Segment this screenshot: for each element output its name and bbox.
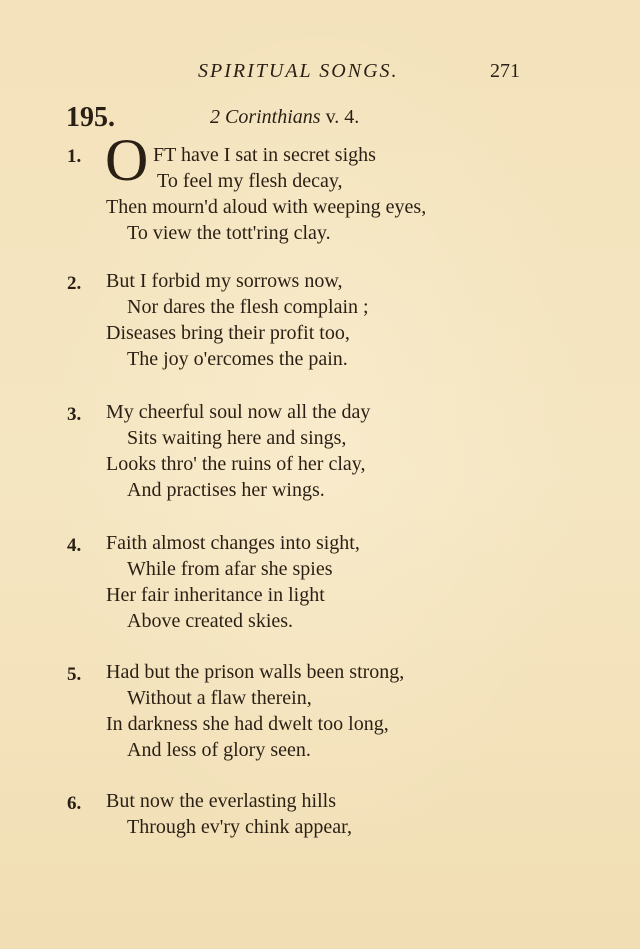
verse-line: To view the tott'ring clay. bbox=[127, 222, 331, 244]
stanza-number: 2. bbox=[67, 273, 82, 294]
drop-cap: O bbox=[105, 127, 149, 193]
scripture-reference bbox=[210, 106, 359, 129]
verse-line: But I forbid my sorrows now, bbox=[106, 270, 343, 292]
stanza-number: 5. bbox=[67, 664, 82, 685]
verse-line: Her fair inheritance in light bbox=[106, 584, 325, 606]
page-number: 271 bbox=[490, 60, 520, 82]
verse-line: Diseases bring their profit too, bbox=[106, 322, 350, 344]
verse-line: Had but the prison walls been strong, bbox=[106, 661, 405, 683]
verse-line: Above created skies. bbox=[127, 610, 294, 632]
verse-line: Sits waiting here and sings, bbox=[127, 427, 347, 449]
stanza-number: 6. bbox=[67, 793, 82, 814]
verse-line: While from afar she spies bbox=[127, 558, 333, 580]
stanza-number: 4. bbox=[67, 535, 82, 556]
verse-line: But now the everlasting hills bbox=[106, 790, 336, 812]
verse-line: And practises her wings. bbox=[127, 479, 325, 501]
stanza-number: 1. bbox=[67, 146, 82, 167]
verse-line: The joy o'ercomes the pain. bbox=[127, 348, 348, 370]
verse-line: Nor dares the flesh complain ; bbox=[127, 296, 369, 318]
verse-line: Looks thro' the ruins of her clay, bbox=[106, 453, 366, 475]
verse-line: FT have I sat in secret sighs bbox=[153, 144, 376, 166]
scripture-book: 2 Corinthians bbox=[210, 106, 321, 128]
verse-line: To feel my flesh decay, bbox=[157, 170, 343, 192]
verse-line: Faith almost changes into sight, bbox=[106, 532, 360, 554]
verse-line: Without a flaw therein, bbox=[127, 687, 312, 709]
verse-line: And less of glory seen. bbox=[127, 739, 311, 761]
scripture-verse: v. 4. bbox=[325, 106, 360, 128]
verse-line: Through ev'ry chink appear, bbox=[127, 816, 352, 838]
running-head bbox=[0, 60, 640, 84]
hymn-heading bbox=[0, 102, 640, 132]
verse-line: In darkness she had dwelt too long, bbox=[106, 713, 389, 735]
running-title: SPIRITUAL SONGS. bbox=[198, 60, 399, 82]
verse-line: My cheerful soul now all the day bbox=[106, 401, 371, 423]
hymn-number: 195. bbox=[66, 102, 115, 133]
stanza-number: 3. bbox=[67, 404, 82, 425]
verse-line: Then mourn'd aloud with weeping eyes, bbox=[106, 196, 427, 218]
